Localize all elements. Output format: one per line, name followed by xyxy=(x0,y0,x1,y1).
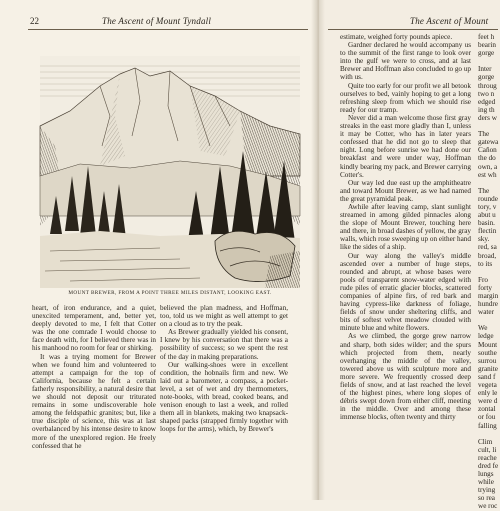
clipped-line: Mount xyxy=(478,340,498,349)
clipped-line xyxy=(478,316,500,324)
clipped-line: we roc xyxy=(478,502,498,511)
clipped-line xyxy=(478,122,500,130)
clipped-line: own, a xyxy=(478,162,498,171)
clipped-line: ders w xyxy=(478,113,497,122)
page-number: 22 xyxy=(30,16,39,26)
clipped-line: cult, li xyxy=(478,445,497,454)
clipped-line: ledge xyxy=(478,332,494,341)
clipped-line: gorge xyxy=(478,73,495,82)
clipped-line: est wh xyxy=(478,170,497,179)
book-gutter xyxy=(311,0,325,500)
paragraph: It was a trying moment for Brewer when we found him and volunteered to attempt a campaign for the top of California, because he felt a certain fatherly responsibility, a natural desire that we should not deposit our triturated remains in some undiscoverable hole among the feldspathic granites; but, like a true disciple of science, this was at last overbalanced by his intense desire to know more of the unexplored region. He freely confessed that he xyxy=(32,352,156,450)
clipped-line: water xyxy=(478,308,494,317)
paragraph: believed the plan madness, and Hoffman, too, told us we might as well attempt to get on a cloud as to try the peak. xyxy=(160,304,288,329)
mountain-engraving xyxy=(40,56,300,288)
clipped-line: feet h xyxy=(478,33,495,41)
clipped-line: bearin xyxy=(478,41,496,50)
clipped-line: forty xyxy=(478,283,492,292)
right-column xyxy=(340,33,471,497)
clipped-line: lungs xyxy=(478,470,494,479)
clipped-line: were d xyxy=(478,397,498,406)
clipped-line: granite xyxy=(478,364,498,373)
clipped-line: vegeta xyxy=(478,381,497,390)
clipped-line: ing th xyxy=(478,105,495,114)
paragraph: Our way led due east up the amphitheatre and toward Mount Brewer, as we had named the great pyramidal peak. xyxy=(340,178,471,203)
clipped-line: gatewa xyxy=(478,138,499,147)
clipped-line: The xyxy=(478,130,490,139)
clipped-line: enly le xyxy=(478,389,498,398)
paragraph: Never did a man welcome those first gray streaks in the east more gladly than I, unless it may be Cotter, who has in later years confessed that he did not go to sleep that night. Long before sunrise we had done our breakfast and were under way, Hoffman kindly bearing my pack, and Brewer carrying Cotter's. xyxy=(340,113,471,179)
illustration-caption: MOUNT BREWER, FROM A POINT THREE MILES DISTANT, LOOKING EAST. xyxy=(68,290,272,296)
clipped-line xyxy=(478,179,500,187)
clipped-line: to its xyxy=(478,259,493,268)
clipped-line: southe xyxy=(478,348,497,357)
left-column-1 xyxy=(32,304,156,496)
clipped-line xyxy=(478,430,500,438)
paragraph: Our walking-shoes were in excellent condition, the hobnails firm and new. We laid out a barometer, a compass, a pocket-level, a set of wet and dry thermometers, note-books, with bread, cooked beans, and venison enough to last a week, and rolled them all in blankets, making two knapsack-shaped packs (strapped firmly together with loops for the arms), which, by Brewer's xyxy=(160,360,288,434)
clipped-line: the do xyxy=(478,154,496,163)
clipped-line: two n xyxy=(478,89,495,98)
clipped-line: flectin xyxy=(478,227,497,236)
left-column-2 xyxy=(160,304,288,496)
clipped-line: while xyxy=(478,478,494,487)
clipped-line: throug xyxy=(478,81,497,90)
clipped-line: hundre xyxy=(478,300,498,309)
running-title-right: The Ascent of Mount xyxy=(410,16,489,26)
clipped-line: so rea xyxy=(478,494,495,503)
clipped-line: Inter xyxy=(478,65,492,74)
clipped-line: surrou xyxy=(478,356,497,365)
clipped-line: red, sa xyxy=(478,243,497,252)
header-rule-left xyxy=(28,29,308,30)
paragraph: Gardner declared he would accompany us to the summit of the first range to look over into the gulf we were to cross, and at last Brewer and Hoffman also concluded to go up with us. xyxy=(340,41,472,82)
clipped-line: falling xyxy=(478,421,497,430)
header-rule-right xyxy=(328,29,498,30)
clipped-line: The xyxy=(478,186,490,195)
running-title-left: The Ascent of Mount Tyndall xyxy=(102,16,212,26)
clipped-line: broad, xyxy=(478,251,497,260)
paragraph: Awhile after leaving camp, slant sunlight streamed in among gilded pinnacles along the slope of Mount Brewer, touching here and there, in broad dashes of yellow, the gray walls, which rose sweeping up on either hand like the sides of a ship. xyxy=(340,202,471,252)
clipped-line xyxy=(478,268,500,276)
clipped-line: We xyxy=(478,324,488,333)
clipped-line: tory, v xyxy=(478,202,497,211)
clipped-line: zontal xyxy=(478,405,496,414)
paragraph: heart, of iron endurance, and a quiet, unexcited temperament, and, better yet, deeply devoted to me, I felt that Cotter was the one comrade I would choose to face death with, for I believed there was in his manhood no room for fear or shirking. xyxy=(32,304,156,353)
clipped-column-edge xyxy=(478,33,500,511)
clipped-line: Cañon xyxy=(478,146,497,155)
clipped-line: basin. xyxy=(478,219,495,228)
clipped-line: Fro xyxy=(478,275,488,284)
clipped-line: gorge xyxy=(478,49,495,58)
clipped-line: trying xyxy=(478,486,496,495)
clipped-line: dred fe xyxy=(478,461,499,470)
paragraph: As we climbed, the gorge grew narrow and sharp, both sides wilder; and the spurs which projected from them, nearly overhanging the middle of the valley, towered above us with sculpture more and more severe. We frequently crossed deep fields of snow, and at last reached the level of the highest pines, where long slopes of débris swept down from either cliff, meeting in the middle. Over and among these immense blocks, often twenty and thirty xyxy=(340,332,471,422)
clipped-line: reache xyxy=(478,453,497,462)
clipped-line xyxy=(478,57,500,65)
clipped-line: or fou xyxy=(478,413,496,422)
clipped-line: sand f xyxy=(478,372,496,381)
clipped-line: Clim xyxy=(478,437,493,446)
paragraph: Quite too early for our profit we all betook ourselves to bed, vainly hoping to get a long refreshing sleep from which we should rise ready for our tramp. xyxy=(340,81,471,114)
clipped-line: sky. xyxy=(478,235,490,244)
paragraph: estimate, weighed forty pounds apiece. xyxy=(340,33,453,41)
paragraph: As Brewer gradually yielded his consent, I knew by his conversation that there was a possibility of success; so we spent the rest of the day in making preparations. xyxy=(160,328,288,361)
clipped-line: rounde xyxy=(478,194,498,203)
clipped-line: abut u xyxy=(478,211,496,220)
clipped-line: edged xyxy=(478,97,496,106)
paragraph: Our way along the valley's middle ascended over a number of huge steps, rounded and abrupt, at whose bases were pools of transparent snow-water edged with rude piles of erratic glacier blocks, scattered companies of alpine firs, of red bark and having cypress-like darkness of foliage, fields of snow under sheltering cliffs, and bits of softest velvet meadow clouded with minute blue and white flowers. xyxy=(340,251,471,333)
clipped-line: margin xyxy=(478,292,499,300)
